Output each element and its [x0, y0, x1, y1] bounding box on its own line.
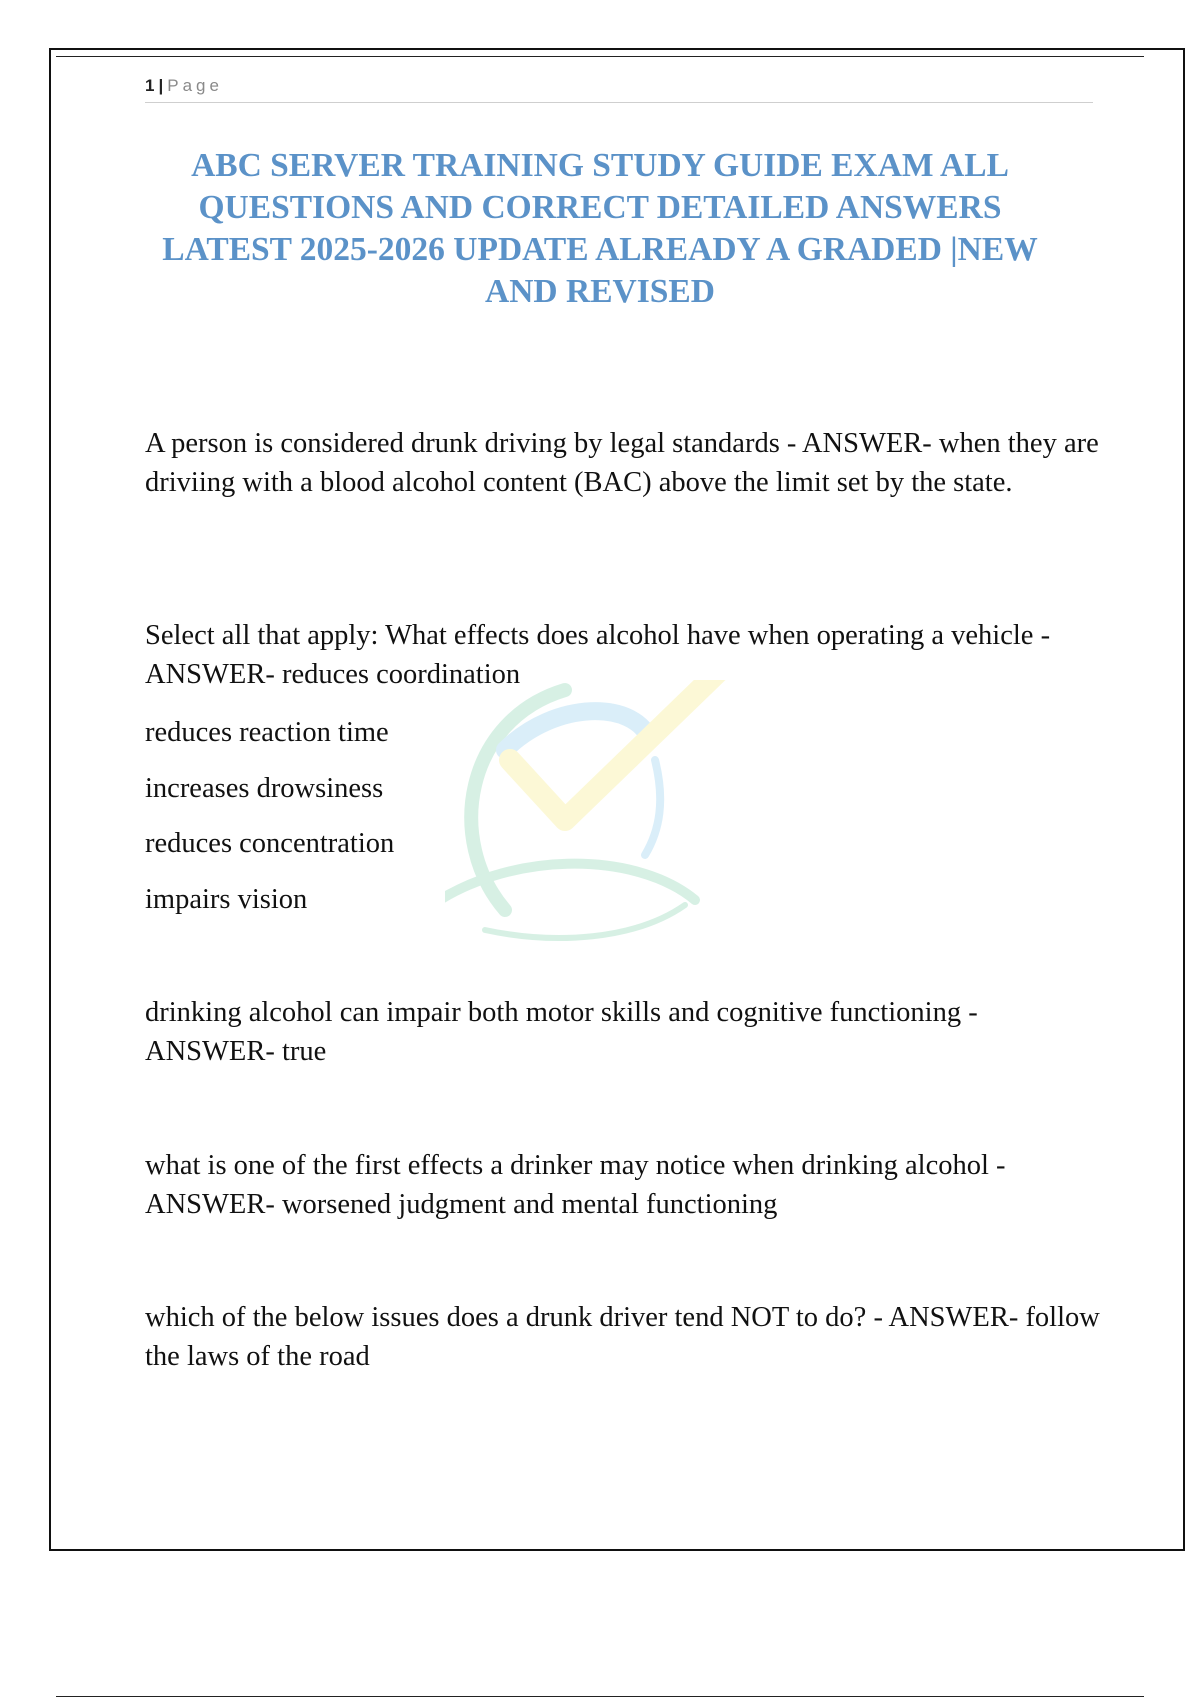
qa-item-2-line-3: reduces concentration [145, 828, 395, 859]
page-label: Page [167, 76, 223, 95]
document-title: ABC SERVER TRAINING STUDY GUIDE EXAM ALL QUESTIONS AND CORRECT DETAILED ANSWERS LATEST 2025-2026 UPDATE ALREADY A GRADED |NEW AND REVISED [162, 147, 1038, 310]
page-number: 1 [145, 76, 155, 95]
qa-item-2-line-4: impairs vision [145, 884, 308, 915]
qa-item-4: what is one of the first effects a drinker may notice when drinking alcohol - ANSWER- worsened judgment and mental functioning [145, 1150, 1006, 1220]
qa-item-5: which of the below issues does a drunk driver tend NOT to do? - ANSWER- follow the laws of the road [145, 1302, 1100, 1372]
qa-item-2: Select all that apply: What effects does alcohol have when operating a vehicle - ANSWER- reduces coordination [145, 620, 1051, 690]
page-header [145, 74, 1093, 103]
checkmark-watermark-icon [445, 680, 775, 950]
qa-item-2-line-2: increases drowsiness [145, 773, 384, 804]
qa-item-1: A person is considered drunk driving by legal standards - ANSWER- when they are driviing with a blood alcohol content (BAC) above the limit set by the state. [145, 428, 1099, 498]
qa-item-3: drinking alcohol can impair both motor skills and cognitive functioning - ANSWER- true [145, 997, 978, 1067]
qa-item-2-line-1: reduces reaction time [145, 717, 389, 748]
bottom-rule [56, 1696, 1144, 1697]
page-separator: | [158, 76, 164, 95]
